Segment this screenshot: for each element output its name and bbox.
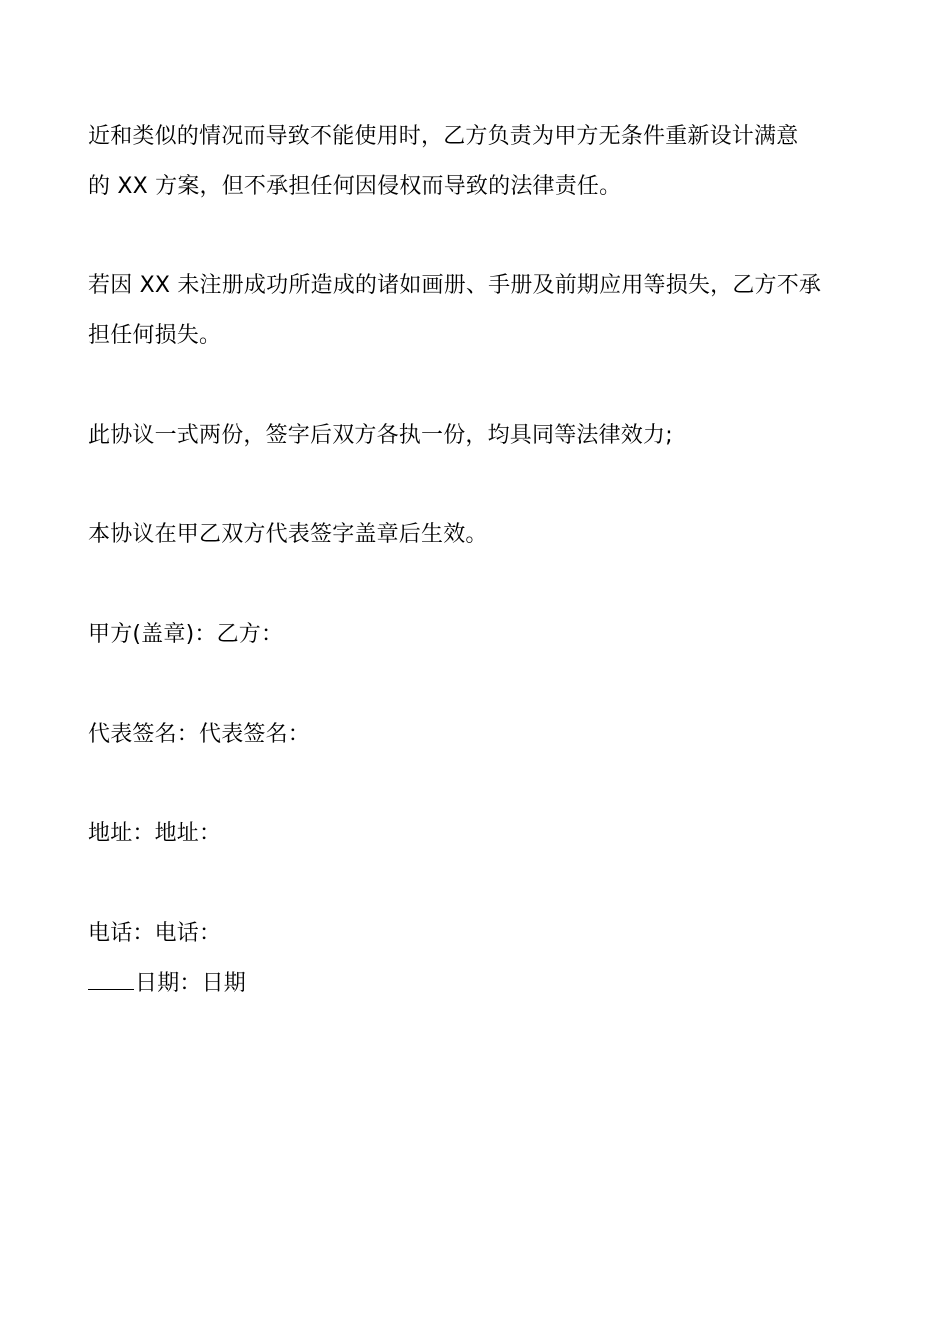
- paragraph-line: 若因 XX 未注册成功所造成的诸如画册、手册及前期应用等损失，乙方不承: [88, 273, 822, 298]
- signature-date: 日期：日期: [135, 971, 247, 996]
- paragraph-line: 的 XX 方案，但不承担任何因侵权而导致的法律责任。: [88, 174, 622, 199]
- paragraph-line: 近和类似的情况而导致不能使用时，乙方负责为甲方无条件重新设计满意: [88, 124, 799, 149]
- signature-representatives: 代表签名：代表签名：: [88, 722, 311, 747]
- signature-address: 地址：地址：: [88, 821, 222, 846]
- paragraph-line: 此协议一式两份，签字后双方各执一份，均具同等法律效力;: [88, 423, 673, 448]
- signature-phone: 电话：电话：: [88, 921, 222, 946]
- paragraph-line: 本协议在甲乙双方代表签字盖章后生效。: [88, 522, 488, 547]
- paragraph-line: 担任何损失。: [88, 323, 222, 348]
- signature-date-row: [88, 969, 246, 997]
- signature-parties: 甲方(盖章)：乙方：: [88, 622, 284, 647]
- date-blank-underline: [88, 969, 134, 990]
